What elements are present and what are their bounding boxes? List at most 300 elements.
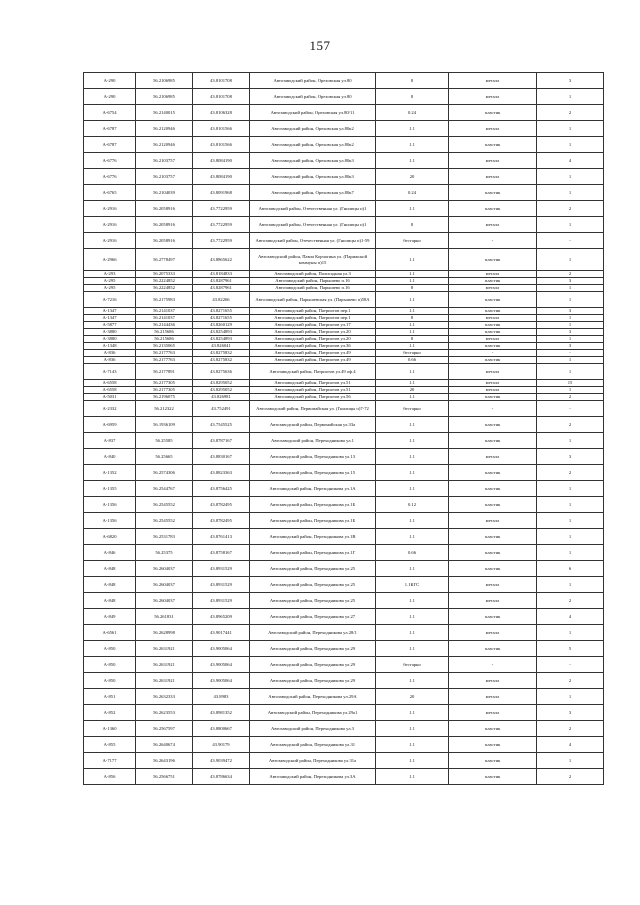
table-row bbox=[84, 271, 604, 278]
site-id-cell: А-293 bbox=[84, 271, 136, 278]
latitude-cell: 56.2058916 bbox=[136, 201, 193, 217]
longitude-cell: 43.82266 bbox=[193, 292, 250, 308]
material-cell: пластик bbox=[449, 329, 537, 336]
material-cell: металл bbox=[449, 73, 537, 89]
address-cell: Автозаводский район, Переходникова ул.29 bbox=[250, 641, 376, 657]
material-cell: металл bbox=[449, 271, 537, 278]
table-row bbox=[84, 497, 604, 513]
volume-cell: 1.1 bbox=[376, 433, 449, 449]
longitude-cell: 43.8756425 bbox=[193, 481, 250, 497]
site-id-cell: А-840 bbox=[84, 449, 136, 465]
table-row bbox=[84, 577, 604, 593]
longitude-cell: 43.8275832 bbox=[193, 350, 250, 357]
address-cell: Автозаводский район, Патриотов пер.1 bbox=[250, 315, 376, 322]
longitude-cell: 43.8275832 bbox=[193, 357, 250, 364]
count-cell: 1 bbox=[537, 387, 604, 394]
count-cell: 1 bbox=[537, 689, 604, 705]
address-cell: Автозаводский район, Патриотов ул.56 bbox=[250, 394, 376, 401]
table-row bbox=[84, 481, 604, 497]
latitude-cell: 56.2177305 bbox=[136, 387, 193, 394]
count-cell: 1 bbox=[537, 497, 604, 513]
count-cell: 1 bbox=[537, 625, 604, 641]
site-id-cell: А-6959 bbox=[84, 417, 136, 433]
volume-cell: 1.1 bbox=[376, 343, 449, 350]
material-cell: металл bbox=[449, 513, 537, 529]
volume-cell: 1.1 bbox=[376, 292, 449, 308]
site-id-cell: А-836 bbox=[84, 357, 136, 364]
site-id-cell: А-7143 bbox=[84, 364, 136, 380]
longitude-cell: 43.752491 bbox=[193, 401, 250, 417]
table-row bbox=[84, 185, 604, 201]
address-cell: Автозаводский район, Переходникова ул.13 bbox=[250, 449, 376, 465]
count-cell: 1 bbox=[537, 529, 604, 545]
latitude-cell: 56.2140015 bbox=[136, 105, 193, 121]
longitude-cell: 43.90179 bbox=[193, 737, 250, 753]
volume-cell: 1.1 bbox=[376, 673, 449, 689]
site-id-cell: А-6820 bbox=[84, 529, 136, 545]
latitude-cell: 56.1936109 bbox=[136, 417, 193, 433]
table-row bbox=[84, 292, 604, 308]
latitude-cell: 56.2604037 bbox=[136, 593, 193, 609]
count-cell: 2 bbox=[537, 417, 604, 433]
volume-cell: 8 bbox=[376, 336, 449, 343]
address-cell: Автозаводский район, Переходникова ул.29А bbox=[250, 689, 376, 705]
material-cell: металл bbox=[449, 689, 537, 705]
latitude-cell: 56.2631921 bbox=[136, 657, 193, 673]
volume-cell: бестарно bbox=[376, 233, 449, 249]
address-cell: Автозаводский район, Переходникова ул.31а bbox=[250, 753, 376, 769]
latitude-cell: 56.2224852 bbox=[136, 285, 193, 292]
latitude-cell: 56.2566751 bbox=[136, 769, 193, 785]
address-cell: Автозаводский район, Ореховская ул.80 bbox=[250, 89, 376, 105]
volume-cell: 1.1 bbox=[376, 769, 449, 785]
site-id-cell: А-6558 bbox=[84, 387, 136, 394]
address-cell: Автозаводский район, Ореховская ул.80к2 bbox=[250, 121, 376, 137]
latitude-cell: 56.2175983 bbox=[136, 292, 193, 308]
site-id-cell: А-1347 bbox=[84, 308, 136, 315]
material-cell: - bbox=[449, 350, 537, 357]
latitude-cell: 56.2545552 bbox=[136, 513, 193, 529]
count-cell: 2 bbox=[537, 105, 604, 121]
count-cell: 4 bbox=[537, 609, 604, 625]
longitude-cell: 43.8287961 bbox=[193, 285, 250, 292]
address-cell: Автозаводский район, Переходникова ул.1Б bbox=[250, 513, 376, 529]
table-row bbox=[84, 201, 604, 217]
volume-cell: 0.66 bbox=[376, 545, 449, 561]
latitude-cell: 56.215686 bbox=[136, 336, 193, 343]
address-cell: Автозаводский район, Парышево п.16 bbox=[250, 278, 376, 285]
volume-cell: бестарно bbox=[376, 350, 449, 357]
site-id-cell: А-2332 bbox=[84, 401, 136, 417]
volume-cell: 1.1 bbox=[376, 278, 449, 285]
table-row bbox=[84, 465, 604, 481]
material-cell: пластик bbox=[449, 609, 537, 625]
material-cell: металл bbox=[449, 387, 537, 394]
address-cell: Автозаводский район, Патриотов ул.20 bbox=[250, 336, 376, 343]
material-cell: пластик bbox=[449, 561, 537, 577]
material-cell: металл bbox=[449, 449, 537, 465]
longitude-cell: 43.8254893 bbox=[193, 329, 250, 336]
table-row bbox=[84, 364, 604, 380]
volume-cell: бестарно bbox=[376, 657, 449, 673]
count-cell: 1 bbox=[537, 545, 604, 561]
address-cell: Автозаводский район, Переходникова ул.29 bbox=[250, 657, 376, 673]
material-cell: пластик bbox=[449, 249, 537, 271]
table-row bbox=[84, 737, 604, 753]
site-id-cell: А-851 bbox=[84, 689, 136, 705]
table-row bbox=[84, 343, 604, 350]
site-id-cell: А-850 bbox=[84, 657, 136, 673]
count-cell: 5 bbox=[537, 641, 604, 657]
address-cell: Автозаводский район, Переходникова ул.3А bbox=[250, 769, 376, 785]
material-cell: пластик bbox=[449, 737, 537, 753]
volume-cell: 1.1 bbox=[376, 322, 449, 329]
longitude-cell: 43.7545525 bbox=[193, 417, 250, 433]
count-cell: 4 bbox=[537, 737, 604, 753]
table-row bbox=[84, 673, 604, 689]
address-cell: Автозаводский район, Первомайская ул.33а bbox=[250, 417, 376, 433]
site-id-cell: А-7177 bbox=[84, 753, 136, 769]
latitude-cell: 56.2058916 bbox=[136, 217, 193, 233]
volume-cell: 1.1 bbox=[376, 449, 449, 465]
site-id-cell: А-850 bbox=[84, 673, 136, 689]
table-row bbox=[84, 380, 604, 387]
table-row bbox=[84, 449, 604, 465]
material-cell: пластик bbox=[449, 497, 537, 513]
site-id-cell: А-849 bbox=[84, 609, 136, 625]
longitude-cell: 43.7722959 bbox=[193, 233, 250, 249]
volume-cell: 1.1 bbox=[376, 153, 449, 169]
site-id-cell: А-837 bbox=[84, 433, 136, 449]
address-cell: Автозаводский район, Ореховская ул.80/11 bbox=[250, 105, 376, 121]
count-cell: 1 bbox=[537, 753, 604, 769]
count-cell: 2 bbox=[537, 465, 604, 481]
volume-cell: 8 bbox=[376, 217, 449, 233]
longitude-cell: 43.8758167 bbox=[193, 545, 250, 561]
longitude-cell: 43.8800667 bbox=[193, 721, 250, 737]
site-id-cell: А-3880 bbox=[84, 336, 136, 343]
site-id-cell: А-6765 bbox=[84, 185, 136, 201]
longitude-cell: 43.8295052 bbox=[193, 380, 250, 387]
volume-cell: 1.1 bbox=[376, 271, 449, 278]
site-id-cell: А-850 bbox=[84, 641, 136, 657]
site-id-cell: А-848 bbox=[84, 593, 136, 609]
longitude-cell: 43.8271655 bbox=[193, 315, 250, 322]
latitude-cell: 56.2640674 bbox=[136, 737, 193, 753]
table-row bbox=[84, 357, 604, 364]
address-cell: Автозаводский район, Ореховская ул.80 bbox=[250, 73, 376, 89]
material-cell: металл bbox=[449, 169, 537, 185]
longitude-cell: 43.8184833 bbox=[193, 271, 250, 278]
volume-cell: 1.1 bbox=[376, 641, 449, 657]
material-cell: пластик bbox=[449, 105, 537, 121]
count-cell: - bbox=[537, 657, 604, 673]
address-cell: Автозаводский район, Патриотов ул.49 оф.4 bbox=[250, 364, 376, 380]
table-row bbox=[84, 233, 604, 249]
table-row bbox=[84, 753, 604, 769]
table-row bbox=[84, 315, 604, 322]
material-cell: - bbox=[449, 233, 537, 249]
count-cell: 1 bbox=[537, 481, 604, 497]
site-id-cell: А-1348 bbox=[84, 343, 136, 350]
material-cell: пластик bbox=[449, 465, 537, 481]
table-row bbox=[84, 769, 604, 785]
table-row bbox=[84, 89, 604, 105]
site-id-cell: А-6754 bbox=[84, 105, 136, 121]
table-row bbox=[84, 322, 604, 329]
table-row bbox=[84, 105, 604, 121]
site-id-cell: А-295 bbox=[84, 285, 136, 292]
material-cell: пластик bbox=[449, 641, 537, 657]
material-cell: пластик bbox=[449, 769, 537, 785]
count-cell: 3 bbox=[537, 278, 604, 285]
site-id-cell: А-5031 bbox=[84, 394, 136, 401]
address-cell: Автозаводский район, Переходникова ул.25 bbox=[250, 577, 376, 593]
material-cell: пластик bbox=[449, 433, 537, 449]
latitude-cell: 56.2196075 bbox=[136, 394, 193, 401]
count-cell: 1 bbox=[537, 513, 604, 529]
volume-cell: бестарно bbox=[376, 401, 449, 417]
table-row bbox=[84, 513, 604, 529]
address-cell: Автозаводский район, Патриотов ул.36 bbox=[250, 343, 376, 350]
site-id-cell: А-1356 bbox=[84, 513, 136, 529]
site-id-cell: А-6561 bbox=[84, 625, 136, 641]
table-row bbox=[84, 73, 604, 89]
address-cell: Автозаводский район, Патриотов ул.49 bbox=[250, 350, 376, 357]
address-cell: Автозаводский район, Ореховская ул.80к7 bbox=[250, 185, 376, 201]
site-id-cell: А-290 bbox=[84, 73, 136, 89]
material-cell: металл bbox=[449, 217, 537, 233]
latitude-cell: 56.25375 bbox=[136, 545, 193, 561]
latitude-cell: 56.2643196 bbox=[136, 753, 193, 769]
site-id-cell: А-5877 bbox=[84, 322, 136, 329]
count-cell: - bbox=[537, 350, 604, 357]
table-row bbox=[84, 336, 604, 343]
site-id-cell: А-2916 bbox=[84, 201, 136, 217]
table-row bbox=[84, 278, 604, 285]
site-id-cell: А-852 bbox=[84, 705, 136, 721]
latitude-cell: 56.2628998 bbox=[136, 625, 193, 641]
site-id-cell: А-1356 bbox=[84, 497, 136, 513]
table-row bbox=[84, 401, 604, 417]
count-cell: 1 bbox=[537, 357, 604, 364]
material-cell: пластик bbox=[449, 343, 537, 350]
material-cell: металл bbox=[449, 153, 537, 169]
volume-cell: 1.1 bbox=[376, 561, 449, 577]
table-row bbox=[84, 609, 604, 625]
volume-cell: 8 bbox=[376, 89, 449, 105]
latitude-cell: 56.212322 bbox=[136, 401, 193, 417]
table-row bbox=[84, 308, 604, 315]
address-cell: Автозаводский район, Парышево п.16 bbox=[250, 285, 376, 292]
volume-cell: 1.1 bbox=[376, 753, 449, 769]
address-cell: Автозаводский район, Переходникова ул.1Б bbox=[250, 497, 376, 513]
site-id-cell: А-6558 bbox=[84, 380, 136, 387]
volume-cell: 1.1 bbox=[376, 249, 449, 271]
longitude-cell: 43.8084190 bbox=[193, 153, 250, 169]
longitude-cell: 43.8931529 bbox=[193, 561, 250, 577]
table-row bbox=[84, 387, 604, 394]
longitude-cell: 43.8084190 bbox=[193, 169, 250, 185]
longitude-cell: 43.8782495 bbox=[193, 497, 250, 513]
volume-cell: 1.1 bbox=[376, 201, 449, 217]
site-id-cell: А-848 bbox=[84, 577, 136, 593]
address-cell: Автозаводский район, Патриотов ул.51 bbox=[250, 380, 376, 387]
latitude-cell: 56.2531783 bbox=[136, 529, 193, 545]
count-cell: 3 bbox=[537, 343, 604, 350]
latitude-cell: 56.2106985 bbox=[136, 73, 193, 89]
count-cell: 1 bbox=[537, 89, 604, 105]
container-sites-table-wrap bbox=[83, 72, 603, 785]
latitude-cell: 56.2632333 bbox=[136, 689, 193, 705]
latitude-cell: 56.2058916 bbox=[136, 233, 193, 249]
latitude-cell: 56.2567597 bbox=[136, 721, 193, 737]
material-cell: пластик bbox=[449, 308, 537, 315]
volume-cell: 1.1 bbox=[376, 593, 449, 609]
table-row bbox=[84, 433, 604, 449]
volume-cell: 20 bbox=[376, 387, 449, 394]
material-cell: металл bbox=[449, 315, 537, 322]
table-row bbox=[84, 705, 604, 721]
material-cell: металл bbox=[449, 336, 537, 343]
count-cell: 2 bbox=[537, 721, 604, 737]
volume-cell: 1.1 bbox=[376, 137, 449, 153]
site-id-cell: А-1355 bbox=[84, 481, 136, 497]
material-cell: - bbox=[449, 401, 537, 417]
count-cell: 2 bbox=[537, 673, 604, 689]
count-cell: 6 bbox=[537, 561, 604, 577]
table-row bbox=[84, 169, 604, 185]
longitude-cell: 43.9005064 bbox=[193, 641, 250, 657]
count-cell: 1 bbox=[537, 137, 604, 153]
material-cell: пластик bbox=[449, 278, 537, 285]
count-cell: 3 bbox=[537, 73, 604, 89]
site-id-cell: А-7216 bbox=[84, 292, 136, 308]
latitude-cell: 56.261831 bbox=[136, 609, 193, 625]
site-id-cell: А-848 bbox=[84, 561, 136, 577]
volume-cell: 8 bbox=[376, 73, 449, 89]
volume-cell: 1.1 bbox=[376, 529, 449, 545]
volume-cell: 0.66 bbox=[376, 357, 449, 364]
latitude-cell: 56.2075333 bbox=[136, 271, 193, 278]
latitude-cell: 56.2144436 bbox=[136, 322, 193, 329]
longitude-cell: 43.8275636 bbox=[193, 364, 250, 380]
count-cell: 1 bbox=[537, 433, 604, 449]
latitude-cell: 56.2141037 bbox=[136, 308, 193, 315]
latitude-cell: 56.25665 bbox=[136, 449, 193, 465]
count-cell: 1 bbox=[537, 121, 604, 137]
latitude-cell: 56.2574306 bbox=[136, 465, 193, 481]
table-body bbox=[84, 73, 604, 785]
address-cell: Автозаводский район, Ореховская ул.80к3 bbox=[250, 169, 376, 185]
count-cell: 3 bbox=[537, 705, 604, 721]
longitude-cell: 43.8106328 bbox=[193, 105, 250, 121]
address-cell: Автозаводский район, Патриотов ул.20 bbox=[250, 329, 376, 336]
longitude-cell: 43.9005064 bbox=[193, 673, 250, 689]
site-id-cell: А-1360 bbox=[84, 721, 136, 737]
table-row bbox=[84, 529, 604, 545]
volume-cell: 20 bbox=[376, 169, 449, 185]
volume-cell: 0.24 bbox=[376, 185, 449, 201]
address-cell: Автозаводский район, Переходникова ул.1В bbox=[250, 529, 376, 545]
longitude-cell: 43.8787167 bbox=[193, 433, 250, 449]
address-cell: Автозаводский район, Переходникова ул.25 bbox=[250, 561, 376, 577]
material-cell: - bbox=[449, 657, 537, 673]
longitude-cell: 43.8865622 bbox=[193, 249, 250, 271]
address-cell: Автозаводский район, Патриотов пер.1 bbox=[250, 308, 376, 315]
longitude-cell: 43.8101566 bbox=[193, 121, 250, 137]
table-row bbox=[84, 561, 604, 577]
table-row bbox=[84, 657, 604, 673]
volume-cell: 1.1 bbox=[376, 705, 449, 721]
longitude-cell: 43.7722959 bbox=[193, 217, 250, 233]
latitude-cell: 56.2545552 bbox=[136, 497, 193, 513]
latitude-cell: 56.2177891 bbox=[136, 364, 193, 380]
volume-cell: 1.1 bbox=[376, 609, 449, 625]
material-cell: пластик bbox=[449, 137, 537, 153]
longitude-cell: 43.9005064 bbox=[193, 657, 250, 673]
longitude-cell: 43.8101708 bbox=[193, 73, 250, 89]
longitude-cell: 43.826041 bbox=[193, 343, 250, 350]
page-number: 157 bbox=[309, 38, 331, 53]
longitude-cell: 43.8782495 bbox=[193, 513, 250, 529]
count-cell: 2 bbox=[537, 593, 604, 609]
longitude-cell: 43.9039472 bbox=[193, 753, 250, 769]
table-row bbox=[84, 545, 604, 561]
volume-cell: 1.1 bbox=[376, 121, 449, 137]
longitude-cell: 43.8287961 bbox=[193, 278, 250, 285]
latitude-cell: 56.2177305 bbox=[136, 380, 193, 387]
volume-cell: 8 bbox=[376, 285, 449, 292]
material-cell: металл bbox=[449, 285, 537, 292]
longitude-cell: 43.8983 bbox=[193, 689, 250, 705]
count-cell: 3 bbox=[537, 329, 604, 336]
address-cell: Автозаводский район, Переходникова ул.25 bbox=[250, 593, 376, 609]
table-row bbox=[84, 625, 604, 641]
count-cell: 2 bbox=[537, 201, 604, 217]
longitude-cell: 43.7722959 bbox=[193, 201, 250, 217]
site-id-cell: А-855 bbox=[84, 737, 136, 753]
volume-cell: 1.1 bbox=[376, 417, 449, 433]
longitude-cell: 43.8965209 bbox=[193, 609, 250, 625]
address-cell: Автозаводский район, Палисадная ул.3 bbox=[250, 271, 376, 278]
latitude-cell: 56.2103757 bbox=[136, 169, 193, 185]
latitude-cell: 56.2106985 bbox=[136, 89, 193, 105]
volume-cell: 1.1 bbox=[376, 721, 449, 737]
longitude-cell: 43.8295052 bbox=[193, 387, 250, 394]
address-cell: Автозаводский район, Переходникова ул.3 bbox=[250, 721, 376, 737]
table-row bbox=[84, 721, 604, 737]
address-cell: Автозаводский район, Переходникова ул.29 bbox=[250, 673, 376, 689]
material-cell: пластик bbox=[449, 201, 537, 217]
address-cell: Автозаводский район, Переходникова ул.31 bbox=[250, 737, 376, 753]
site-id-cell: А-856 bbox=[84, 769, 136, 785]
volume-cell: 0.12 bbox=[376, 497, 449, 513]
count-cell: 1 bbox=[537, 322, 604, 329]
longitude-cell: 43.8931529 bbox=[193, 593, 250, 609]
site-id-cell: А-846 bbox=[84, 545, 136, 561]
address-cell: Автозаводский район, Переходникова ул.1 bbox=[250, 433, 376, 449]
longitude-cell: 43.8931529 bbox=[193, 577, 250, 593]
latitude-cell: 56.2177763 bbox=[136, 350, 193, 357]
latitude-cell: 56.2177763 bbox=[136, 357, 193, 364]
count-cell: 1 bbox=[537, 249, 604, 271]
latitude-cell: 56.2120946 bbox=[136, 121, 193, 137]
latitude-cell: 56.2120946 bbox=[136, 137, 193, 153]
material-cell: пластик bbox=[449, 529, 537, 545]
site-id-cell: А-3880 bbox=[84, 329, 136, 336]
material-cell: металл bbox=[449, 705, 537, 721]
